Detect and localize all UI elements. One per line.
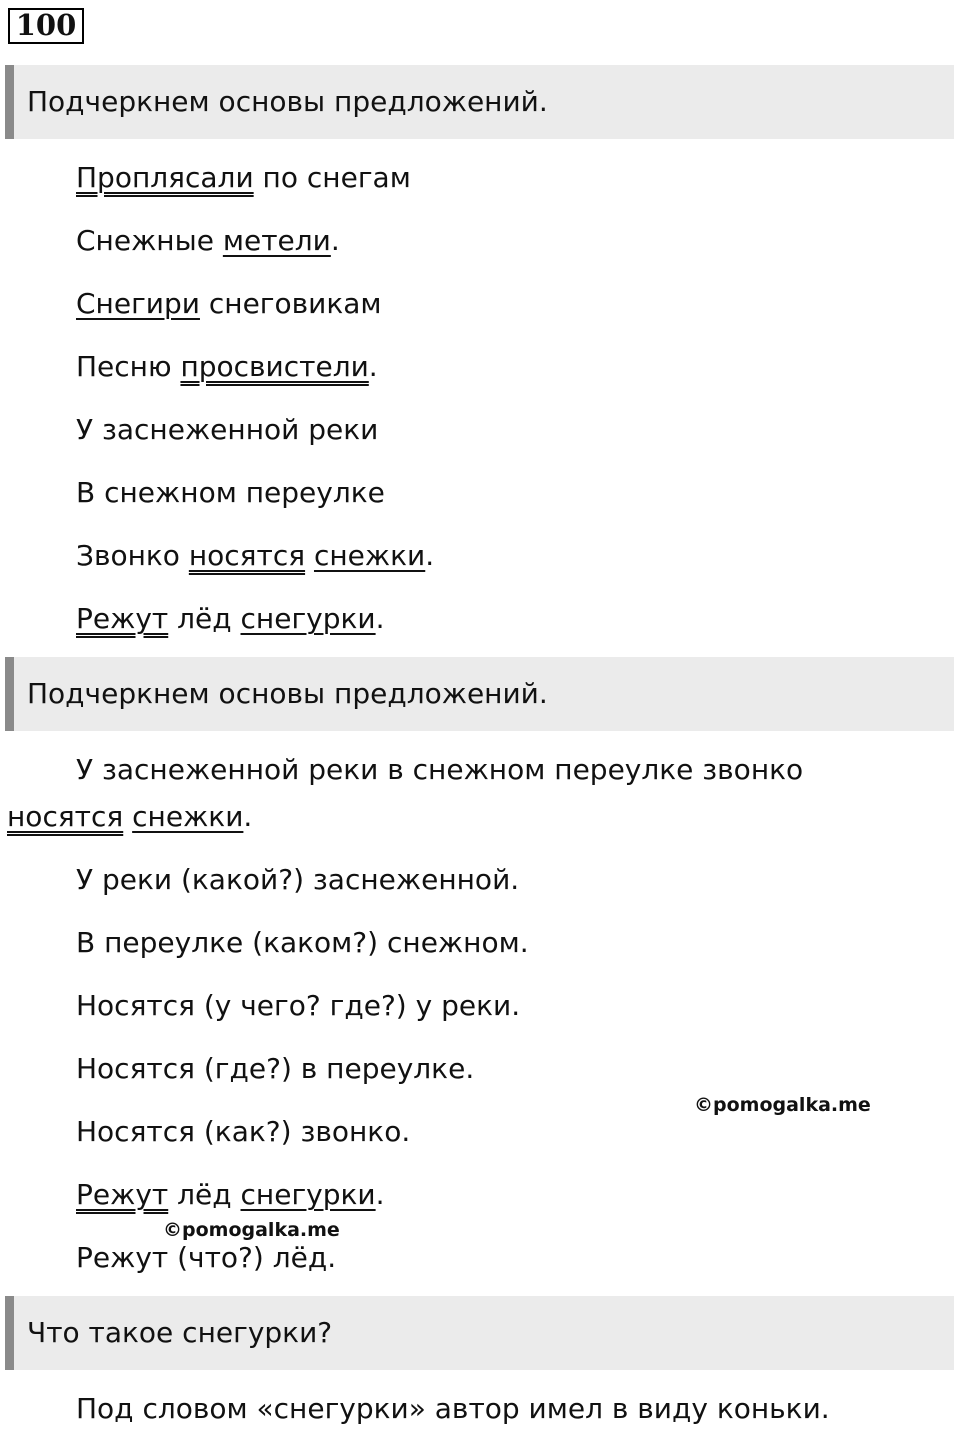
subject: снежки	[132, 800, 244, 833]
poem-line-2	[76, 223, 340, 259]
text: лёд	[168, 602, 241, 635]
punctuation: .	[375, 602, 385, 635]
poem-line-1	[76, 160, 411, 196]
sentence-line-2	[7, 799, 252, 835]
predicate: носятся	[7, 800, 124, 833]
word-pair-3: Носятся (у чего? где?) у реки.	[76, 989, 521, 1022]
section-heading-1: Подчеркнем основы предложений.	[5, 65, 954, 139]
punctuation: .	[330, 224, 340, 257]
text: лёд	[168, 1178, 241, 1211]
punctuation: .	[368, 350, 378, 383]
text: Звонко	[76, 539, 189, 572]
section-heading-2: Подчеркнем основы предложений.	[5, 657, 954, 731]
answer-text: Под словом «снегурки» автор имел в виду коньки.	[76, 1392, 830, 1425]
text: Песню	[76, 350, 181, 383]
punctuation: .	[243, 800, 253, 833]
text	[123, 800, 132, 833]
word-pair-2: В переулке (каком?) снежном.	[76, 926, 529, 959]
predicate: просвистели	[180, 350, 369, 383]
poem-line-5: У заснеженной реки	[76, 413, 379, 446]
subject: снегурки	[240, 602, 376, 635]
subject: Снегири	[76, 287, 200, 320]
watermark: ©pomogalka.me	[694, 1094, 871, 1116]
poem-line-3	[76, 286, 382, 322]
predicate: носятся	[188, 539, 306, 572]
punctuation: .	[425, 539, 435, 572]
sentence-line-1: У заснеженной реки в снежном переулке звонко	[76, 753, 804, 786]
subject: снежки	[313, 539, 426, 572]
punctuation: .	[375, 1178, 385, 1211]
poem-line-8	[76, 601, 385, 637]
task-number: 100	[8, 8, 84, 44]
sentence-repeat	[76, 1177, 385, 1213]
text: по снегам	[253, 161, 411, 194]
word-pair-4: Носятся (где?) в переулке.	[76, 1052, 475, 1085]
word-pair-6: Режут (что?) лёд.	[76, 1241, 337, 1274]
text: снеговикам	[199, 287, 382, 320]
predicate: Режут	[76, 1178, 169, 1211]
word-pair-1: У реки (какой?) заснеженной.	[76, 863, 520, 896]
text	[305, 539, 314, 572]
poem-line-7	[76, 538, 434, 574]
poem-line-6: В снежном переулке	[76, 476, 385, 509]
predicate: Проплясали	[76, 161, 254, 194]
text: Снежные	[76, 224, 223, 257]
poem-line-4	[76, 349, 378, 385]
section-heading-3: Что такое снегурки?	[5, 1296, 954, 1370]
watermark: ©pomogalka.me	[163, 1219, 340, 1241]
predicate: Режут	[76, 602, 169, 635]
subject: метели	[222, 224, 331, 257]
subject: снегурки	[240, 1178, 376, 1211]
word-pair-5: Носятся (как?) звонко.	[76, 1115, 411, 1148]
